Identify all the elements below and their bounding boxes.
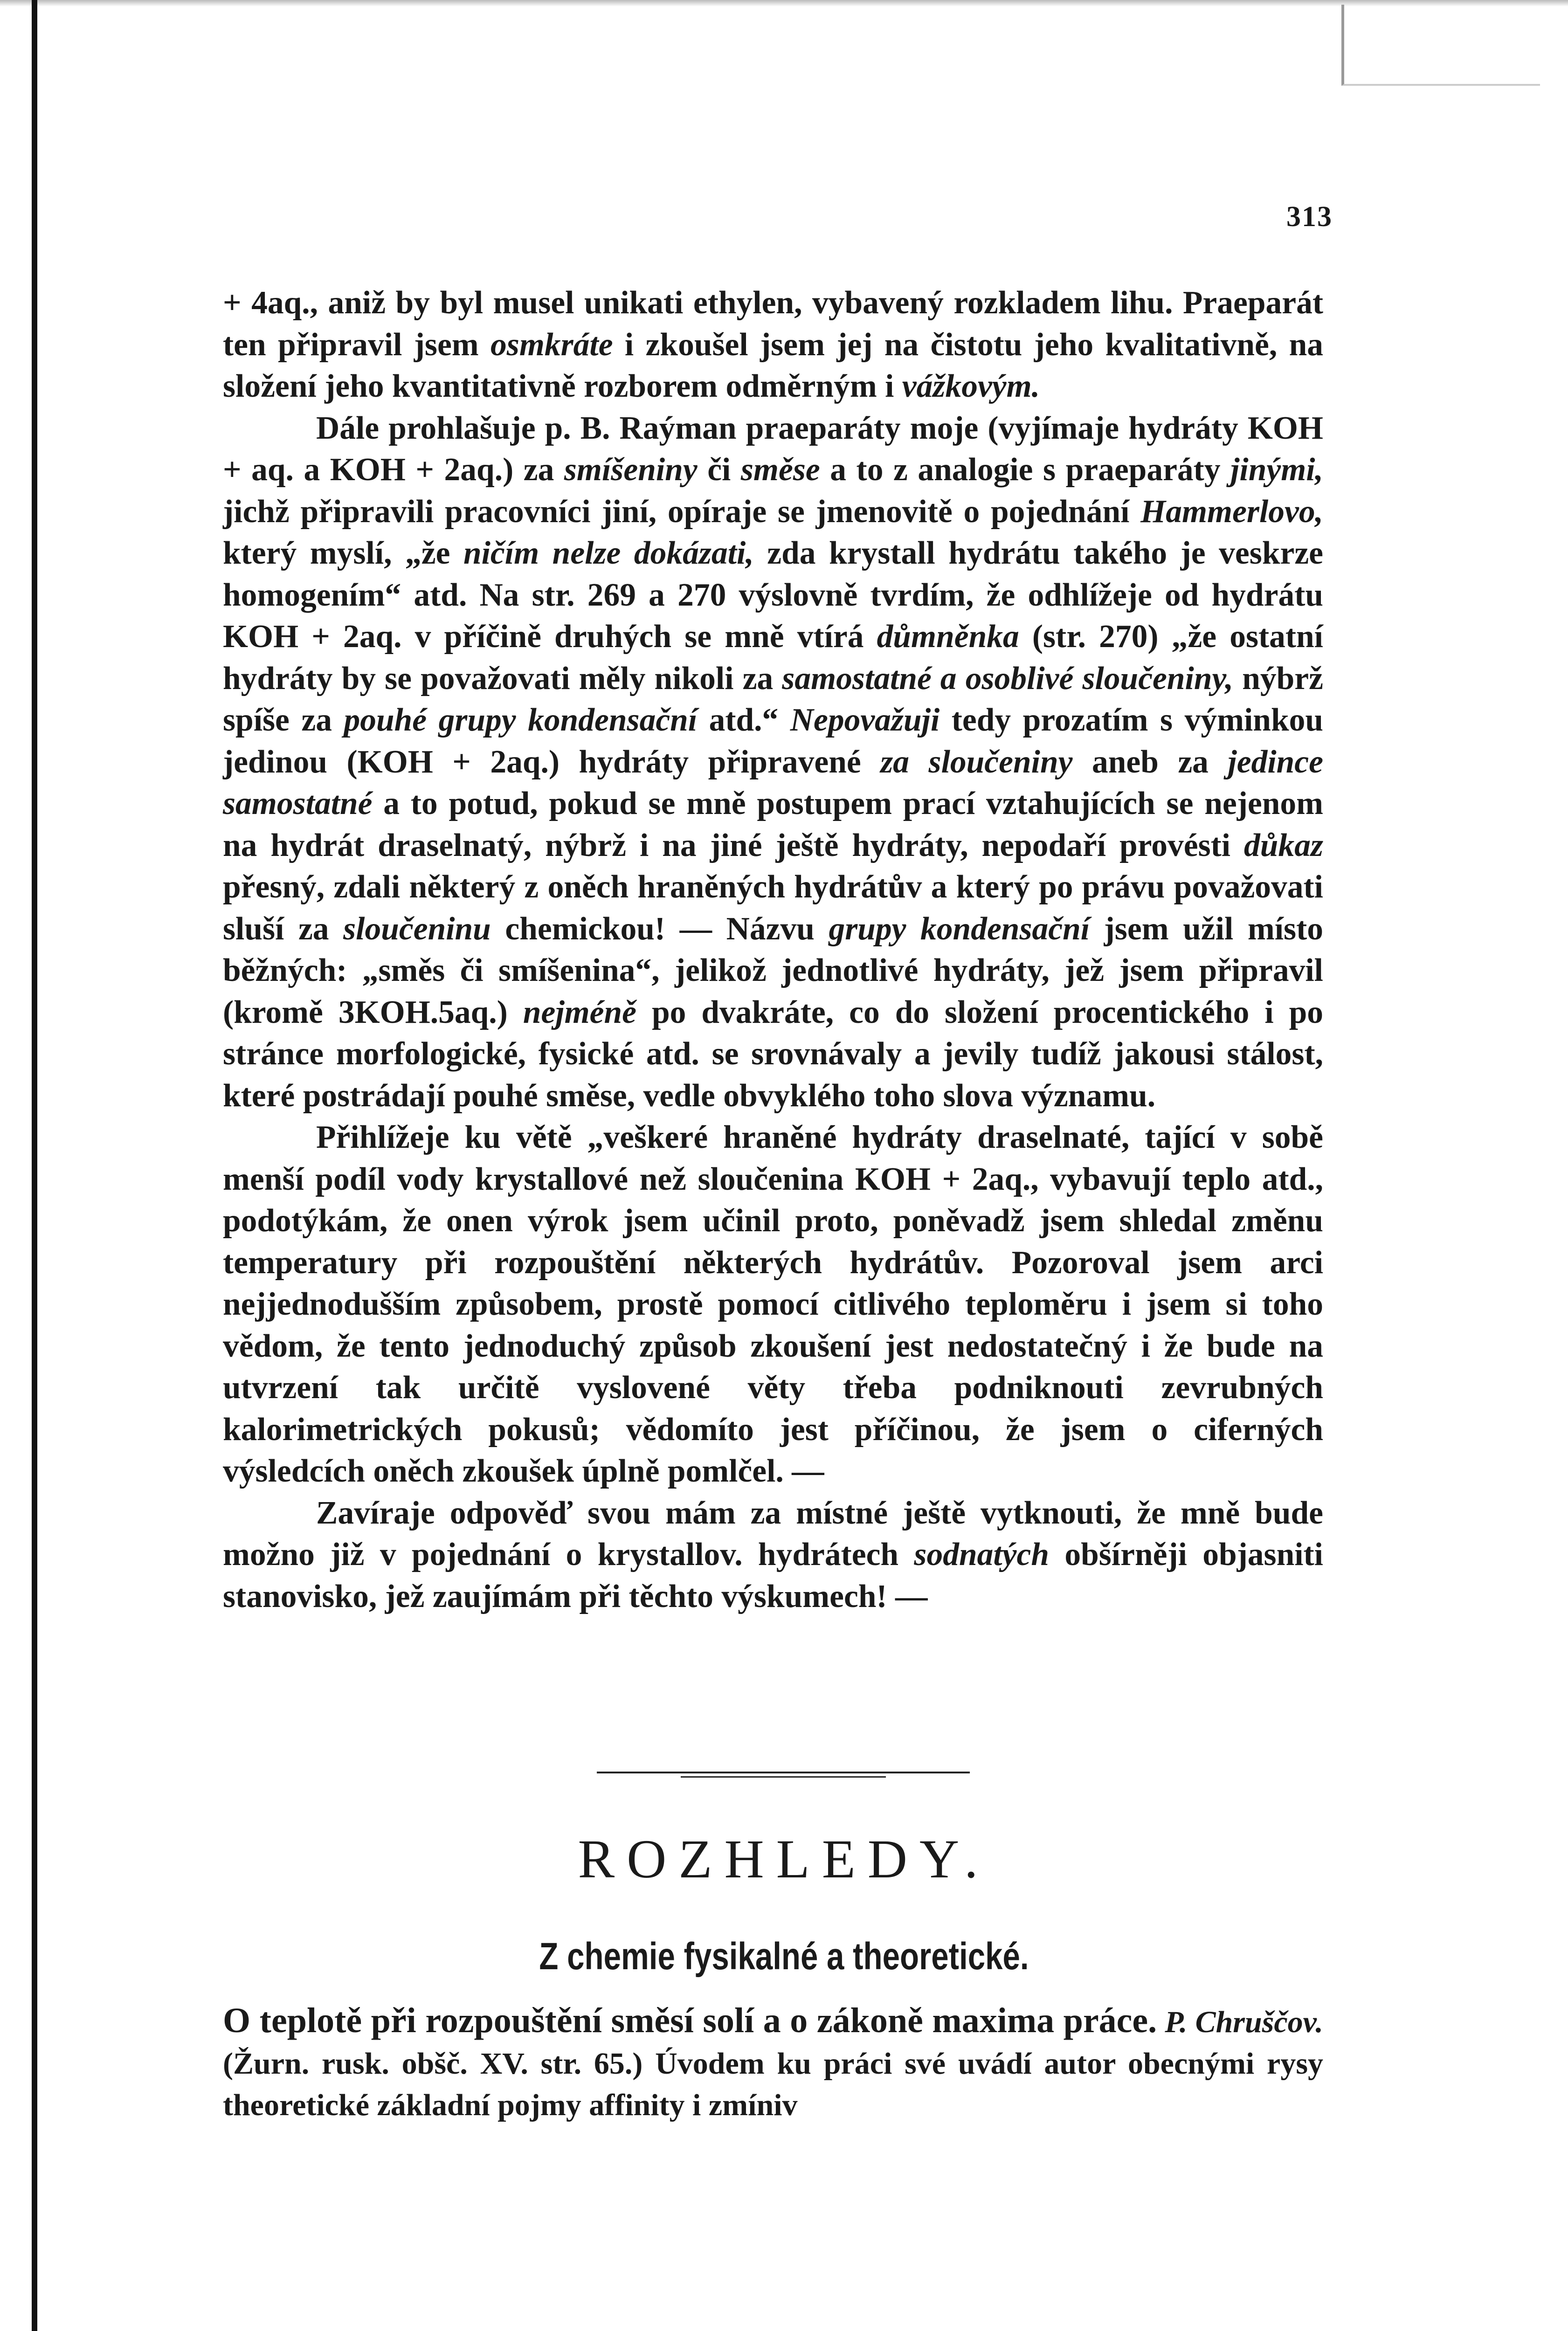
section-divider: [597, 1772, 970, 1775]
paragraph-1: + 4aq., aniž by byl musel unikati ethylen, vybavený rozkladem lihu. Praeparát ten připravil jsem osmkráte i zkoušel jsem jej na čistotu jeho kvalitativně, na složení jeho kvantitativně rozborem odměrným i vážkovým.: [223, 285, 1323, 404]
article-author: P. Chruščov.: [1165, 2005, 1324, 2039]
scan-corner-mark: [1341, 5, 1540, 86]
article-citation: (Žurn. rusk. obšč. XV. str. 65.): [223, 2047, 643, 2081]
paragraph-3: Přihlížeje ku větě „veškeré hraněné hydráty draselnaté, tající v sobě menší podíl vody krystallové než sloučenina KOH + 2aq., vybavují teplo atd., podotýkám, že onen výrok jsem učinil proto, poněvadž jsem shledal změnu temperatury při rozpouštění některých hydrátův. Pozoroval jsem arci nejjednodušším způsobem, prostě pomocí citlivého teploměru i jsem si toho vědom, že tento jednoduchý způsob zkoušení jest nedostatečný i že bude na utvrzení tak určitě vyslovené věty třeba podniknouti zevrubných kalorimetrických pokusů; vědomíto jest příčinou, že jsem o ciferných výsledcích oněch zkoušek úplně pomlčel. —: [223, 1119, 1323, 1489]
page-number: 313: [1286, 201, 1333, 233]
section-title: ROZHLEDY.: [578, 1828, 990, 1890]
paragraph-2: Dále prohlašuje p. B. Raýman praeparáty moje (vyjímaje hydráty KOH + aq. a KOH + 2aq.) za smíšeniny či směse a to z analogie s praeparáty jinými, jichž připravili pracovníci jiní, opíraje se jmenovitě o pojednání Hammerlovo, který myslí, „že ničím nelze dokázati, zda krystall hydrátu takého je veskrze homogením“ atd. Na str. 269 a 270 výslovně tvrdím, že odhlížeje od hydrátu KOH + 2aq. v příčině druhých se mně vtírá důmněnka (str. 270) „že ostatní hydráty by se považovati měly nikoli za samostatné a osoblivé sloučeniny, nýbrž spíše za pouhé grupy kondensační atd.“ Nepovažuji tedy prozatím s výminkou jedinou (KOH + 2aq.) hydráty připravené za sloučeniny aneb za jedince samostatné a to potud, pokud se mně postupem prací vztahujících se nejenom na hydrát draselnatý, nýbrž i na jiné ještě hydráty, nepodaří provésti důkaz přesný, zdali některý z oněch hraněných hydrátův a který po právu považovati sluší za sloučeninu chemickou! — Názvu grupy kondensační jsem užil místo běžných: „směs či smíšenina“, jelikož jednotlivé hydráty, jež jsem připravil (kromě 3KOH.5aq.) nejméně po dvakráte, co do složení procentického i po stránce morfologické, fysické atd. se srovnávaly a jevily tudíž jakousi stálost, které postrádají pouhé směse, vedle obvyklého toho slova významu.: [223, 410, 1324, 1114]
scan-edge-left: [32, 0, 37, 2331]
section-subtitle: Z chemie fysikalné a theoretické.: [539, 1935, 1029, 1978]
main-text: [223, 282, 1323, 1617]
article-text: Úvodem ku práci své uvádí autor obecnými rysy theoretické základní pojmy affinity i zmíniv: [223, 2047, 1324, 2122]
article-intro: [223, 2000, 1323, 2126]
article-lead: O teplotě při rozpouštění směsí solí a o zákoně maxima práce.: [223, 2001, 1157, 2040]
scan-edge-top: [0, 0, 1568, 7]
divider-line-bottom: [681, 1776, 886, 1778]
divider-line-top: [597, 1772, 970, 1773]
paragraph-4: Zavíraje odpověď svou mám za místné ještě vytknouti, že mně bude možno již v pojednání o krystallov. hydrátech sodnatých obšírněji objasniti stanovisko, jež zaujímám při těchto výskumech! —: [223, 1495, 1323, 1614]
